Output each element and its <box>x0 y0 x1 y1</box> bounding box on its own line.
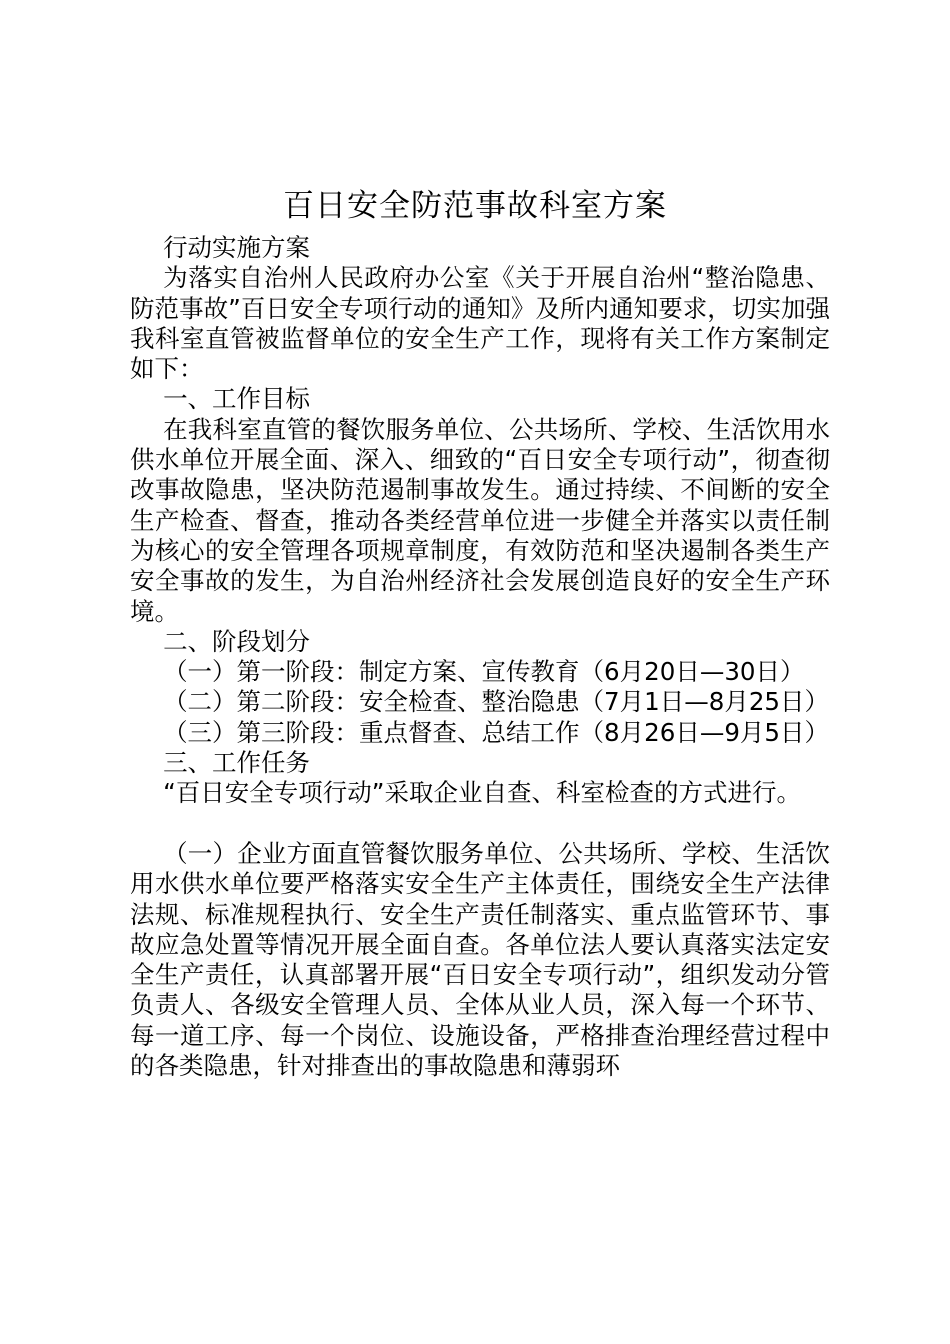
stage-item-3: （三）第三阶段：重点督查、总结工作（8月26日—9月5日） <box>163 717 829 747</box>
document-title: 百日安全防范事故科室方案 <box>283 188 667 224</box>
section-heading-goals: 一、工作目标 <box>163 384 311 414</box>
paragraph-goals: 在我科室直管的餐饮服务单位、公共场所、学校、生活饮用水供水单位开展全面、深入、细致的“百日安全专项行动”，彻查彻改事故隐患，坚决防范遏制事故发生。通过持续、不间断的安全生产检查、督查，推动各类经营单位进一步健全并落实以责任制为核心的安全管理各项规章制度，有效防范和坚决遏制各类生产安全事故的发生，为自治州经济社会发展创造良好的安全生产环境。 <box>130 414 830 626</box>
stage-item-1: （一）第一阶段：制定方案、宣传教育（6月20日—30日） <box>163 657 805 687</box>
paragraph-intro: 为落实自治州人民政府办公室《关于开展自治州“整治隐患、防范事故”百日安全专项行动的通知》及所内通知要求，切实加强我科室直管被监督单位的安全生产工作，现将有关工作方案制定如下： <box>130 263 830 384</box>
paragraph-heading-plan: 行动实施方案 <box>163 233 311 262</box>
document-body <box>130 233 830 1081</box>
paragraph-task-method: “百日安全专项行动”采取企业自查、科室检查的方式进行。 <box>163 778 801 808</box>
stage-item-2: （二）第二阶段：安全检查、整治隐患（7月1日—8月25日） <box>163 687 829 717</box>
paragraph-enterprise-tasks: （一）企业方面直管餐饮服务单位、公共场所、学校、生活饮用水供水单位要严格落实安全生产主体责任，围绕安全生产法律法规、标准规程执行、安全生产责任制落实、重点监管环节、事故应急处置等情况开展全面自查。各单位法人要认真落实法定安全生产责任，认真部署开展“百日安全专项行动”，组织发动分管负责人、各级安全管理人员、全体从业人员，深入每一个环节、每一道工序、每一个岗位、设施设备，严格排查治理经营过程中的各类隐患，针对排查出的事故隐患和薄弱环 <box>130 838 830 1081</box>
section-heading-tasks: 三、工作任务 <box>163 748 311 778</box>
section-heading-stages: 二、阶段划分 <box>163 626 311 656</box>
